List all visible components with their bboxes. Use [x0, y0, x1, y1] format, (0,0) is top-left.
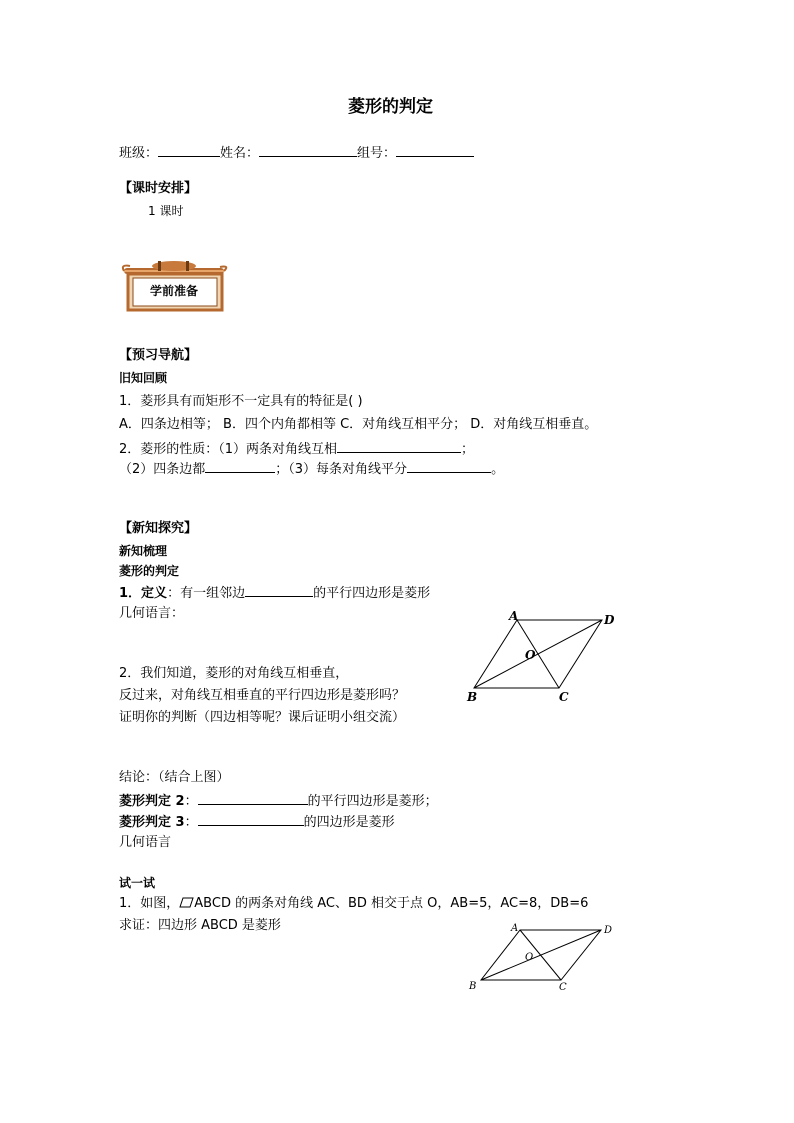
banner-decoration — [122, 258, 228, 314]
preview-q1-options: A．四条边相等； B．四个内角都相等 C．对角线互相平分； D．对角线互相垂直。 — [119, 417, 598, 432]
label-d: D — [604, 613, 615, 627]
practice-heading: 试一试 — [119, 876, 156, 890]
p2-line1: 2．我们知道，菱形的对角线互相垂直， — [119, 666, 349, 681]
group-blank[interactable] — [396, 144, 474, 157]
rule3-colon: ： — [184, 815, 198, 830]
label-b-2: B — [469, 981, 477, 992]
practice-prove: 求证：四边形 ABCD 是菱形 — [119, 918, 281, 933]
geo-lang-2: 几何语言 — [119, 835, 172, 850]
preview-sub: 旧知回顾 — [119, 371, 168, 385]
q2-b-blank1[interactable] — [205, 460, 275, 473]
rule3-label: 菱形判定 3 — [119, 815, 185, 830]
def-post: 的平行四边形是菱形 — [313, 586, 431, 601]
q2-b-end: 。 — [491, 462, 505, 477]
rule3-blank[interactable] — [198, 813, 304, 826]
schedule-heading: 【课时安排】 — [119, 181, 198, 196]
def-num: 1． — [119, 586, 142, 601]
explore-heading: 【新知探究】 — [119, 521, 198, 536]
explore-sub2: 菱形的判定 — [119, 564, 180, 578]
def-blank[interactable] — [245, 584, 313, 597]
q2-b-blank2[interactable] — [407, 460, 491, 473]
p2-line2: 反过来，对角线互相垂直的平行四边形是菱形吗？ — [119, 688, 406, 703]
preview-heading: 【预习导航】 — [119, 348, 198, 363]
q2-a-end: ； — [461, 442, 475, 457]
def-label: 定义 — [141, 586, 168, 601]
label-d-2: D — [604, 925, 613, 936]
explore-sub1: 新知梳理 — [119, 544, 168, 558]
practice-q1 — [119, 896, 588, 912]
rule2-colon: ： — [184, 794, 198, 809]
rule2-label: 菱形判定 2 — [119, 794, 185, 809]
label-c: C — [559, 690, 569, 704]
preview-q1: 1．菱形具有而矩形不一定具有的特征是( ) — [119, 394, 363, 409]
geo-lang: 几何语言： — [119, 606, 185, 621]
group-label: 组号： — [357, 146, 397, 161]
q2-b-mid: ；（3）每条对角线平分 — [275, 462, 408, 477]
def-pre: ：有一组邻边 — [167, 586, 246, 601]
parallelogram-symbol-icon — [179, 897, 194, 908]
label-o-2: O — [525, 952, 534, 963]
rule3-line — [119, 813, 395, 831]
diagonal-bd-2 — [481, 930, 601, 980]
label-o: O — [525, 648, 536, 662]
p2-line3: 证明你的判断（四边相等呢？课后证明小组交流） — [119, 710, 406, 725]
preview-q2-line2 — [119, 460, 504, 478]
diagonal-bd — [474, 620, 602, 688]
q2-a-blank[interactable] — [337, 440, 461, 453]
rule2-blank[interactable] — [198, 792, 308, 805]
rhombus-figure-1 — [462, 608, 622, 708]
rule2-post: 的平行四边形是菱形； — [307, 794, 438, 809]
page-title: 菱形的判定 — [348, 97, 433, 117]
rule2-line — [119, 792, 438, 810]
preview-q2-line1 — [119, 440, 474, 458]
name-blank[interactable] — [259, 144, 357, 157]
q2-b-text: （2）四条边都 — [119, 462, 206, 477]
rule3-post: 的四边形是菱形 — [303, 815, 395, 830]
label-b: B — [467, 690, 478, 704]
practice-q1-post: ABCD 的两条对角线 AC、BD 相交于点 O，AB=5，AC=8，DB=6 — [194, 896, 589, 911]
q2-a-text: 2．菱形的性质：（1）两条对角线互相 — [119, 442, 338, 457]
banner-label: 学前准备 — [150, 284, 199, 298]
rhombus-figure-2 — [463, 920, 623, 995]
info-line — [119, 144, 474, 162]
label-a-2: A — [511, 923, 519, 934]
label-c-2: C — [559, 982, 567, 993]
label-a: A — [509, 609, 519, 623]
class-blank[interactable] — [158, 144, 220, 157]
practice-q1-pre: 1．如图， — [119, 896, 180, 911]
class-label: 班级： — [119, 146, 159, 161]
conclusion: 结论：（结合上图） — [119, 770, 230, 785]
name-label: 姓名： — [220, 146, 260, 161]
schedule-value: 1 课时 — [148, 204, 184, 218]
definition-line — [119, 584, 430, 602]
